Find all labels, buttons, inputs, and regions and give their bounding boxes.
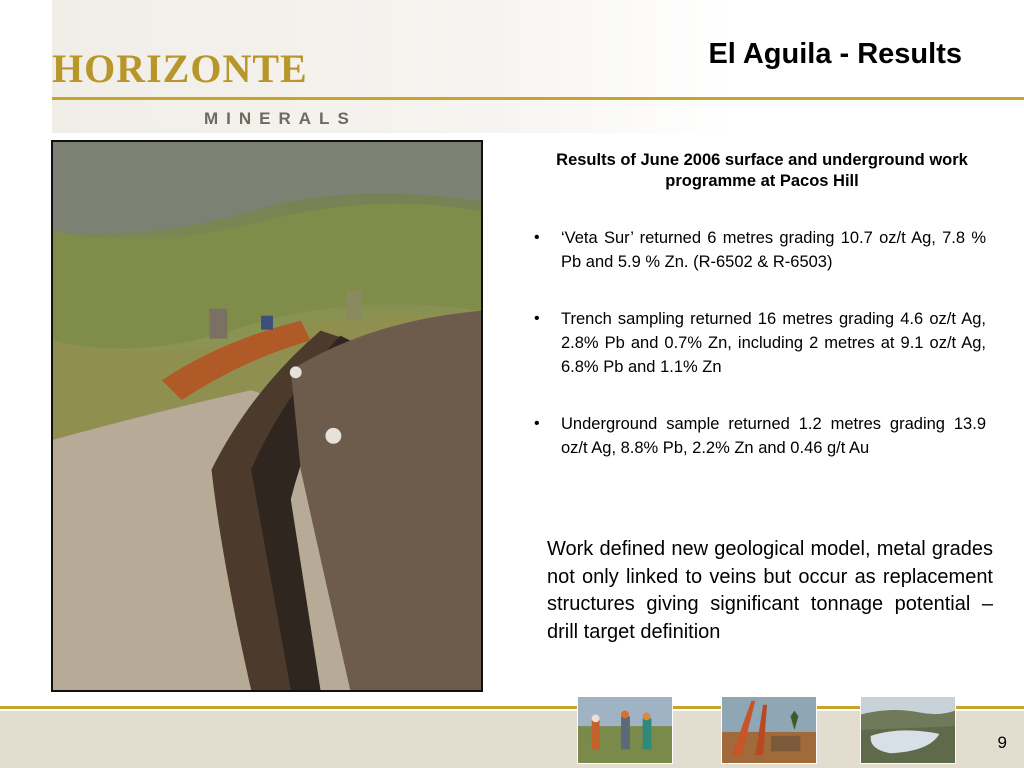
logo-line2: MINERALS bbox=[204, 109, 357, 128]
bullet-icon: • bbox=[534, 415, 540, 432]
bullet-text: ‘Veta Sur’ returned 6 metres grading 10.7 oz/t Ag, 7.8 % Pb and 5.9 % Zn. (R-6502 & R-6503) bbox=[561, 229, 986, 271]
bullet-item bbox=[532, 307, 986, 379]
logo-line1: HORIZONTE bbox=[52, 46, 308, 91]
trench-photo bbox=[51, 140, 483, 692]
slide-title: El Aguila - Results bbox=[708, 38, 962, 70]
bullet-icon: • bbox=[534, 229, 540, 246]
results-bullet-list bbox=[532, 226, 986, 493]
company-logo bbox=[52, 46, 362, 128]
bullet-text: Underground sample returned 1.2 metres grading 13.9 oz/t Ag, 8.8% Pb, 2.2% Zn and 0.46 g/t Au bbox=[561, 415, 986, 457]
bullet-item bbox=[532, 226, 986, 274]
bullet-item bbox=[532, 412, 986, 460]
drill-rig-thumbnail bbox=[721, 696, 817, 764]
page-number: 9 bbox=[997, 733, 1007, 752]
summary-paragraph: Work defined new geological model, metal grades not only linked to veins but occur as replacement structures giving significant tonnage potential – drill target definition bbox=[547, 538, 993, 643]
bullet-icon: • bbox=[534, 310, 540, 327]
field-workers-thumbnail bbox=[577, 696, 673, 764]
bullet-text: Trench sampling returned 16 metres grading 4.6 oz/t Ag, 2.8% Pb and 0.7% Zn, including 2 metres at 9.1 oz/t Ag, 6.8% Pb and 1.1% Zn bbox=[561, 310, 986, 376]
results-subheading: Results of June 2006 surface and underground work programme at Pacos Hill bbox=[556, 151, 968, 190]
lake-landscape-thumbnail bbox=[860, 696, 956, 764]
